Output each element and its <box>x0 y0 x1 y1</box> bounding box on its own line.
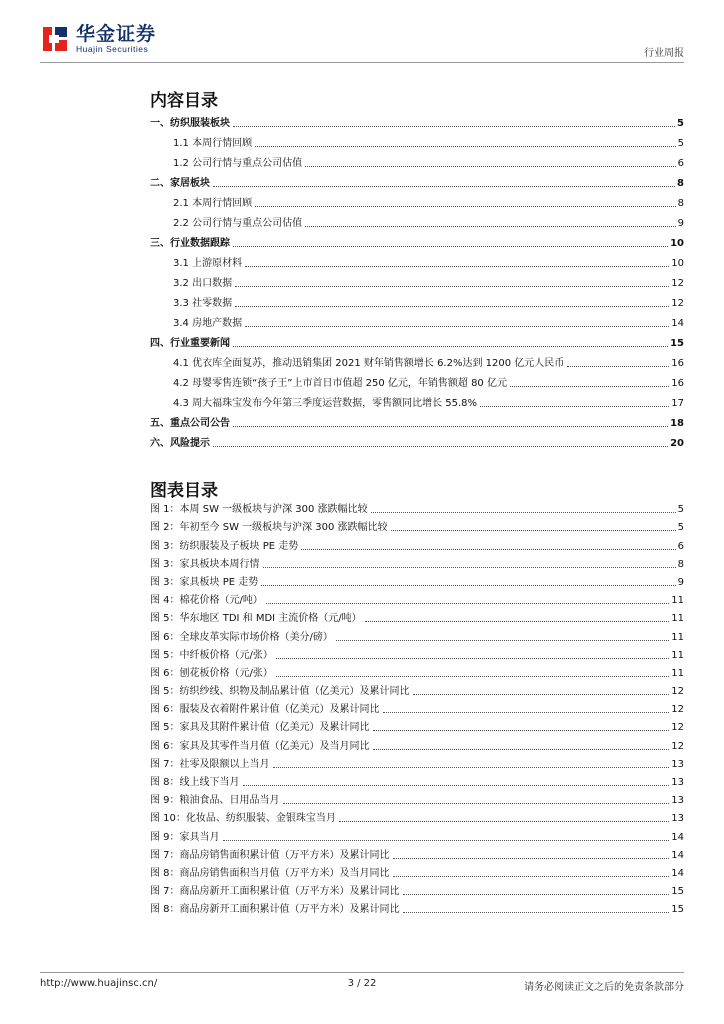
toc-entry-page-number: 16 <box>671 358 684 369</box>
dot-leader <box>480 406 669 407</box>
huajin-logo-icon <box>40 24 70 54</box>
figure-entry-title: 图 3：家具板块本周行情 <box>150 558 260 570</box>
toc-entry-page-number: 10 <box>670 238 684 249</box>
figure-entry-page-number: 11 <box>671 631 684 643</box>
figure-entry-page-number: 9 <box>677 576 684 588</box>
figure-entry-page-number: 11 <box>671 667 684 679</box>
toc-entry-page-number: 5 <box>677 118 684 129</box>
figure-entry-title: 图 10：化妆品、纺织服装、金银珠宝当月 <box>150 813 336 825</box>
dot-leader <box>213 446 668 447</box>
figures-heading: 图表目录 <box>150 481 218 501</box>
dot-leader <box>371 512 676 513</box>
dot-leader <box>276 676 669 677</box>
figure-entry-page-number: 14 <box>671 867 684 879</box>
figure-entry-page-number: 11 <box>671 649 684 661</box>
figure-entry-title: 图 7：商品房销售面积累计值（万平方米）及累计同比 <box>150 849 390 861</box>
toc-entry-title: 1.2 公司行情与重点公司估值 <box>173 158 303 169</box>
toc-entry[interactable] <box>150 350 684 370</box>
toc-entry-title: 4.2 母婴零售连锁“孩子王”上市首日市值超 250 亿元，年销售额超 80 亿元 <box>173 378 507 389</box>
figure-entry-page-number: 15 <box>671 886 684 898</box>
toc-entry-title: 2.2 公司行情与重点公司估值 <box>173 218 303 229</box>
dot-leader <box>373 749 670 750</box>
figure-entry-page-number: 12 <box>671 740 684 752</box>
disclaimer-note: 请务必阅读正文之后的免责条款部分 <box>524 982 684 993</box>
toc-entry-title: 2.1 本周行情回顾 <box>173 198 253 209</box>
figure-entry-page-number: 11 <box>671 595 684 607</box>
toc-entry-page-number: 17 <box>671 398 684 409</box>
toc-entry-title: 六、风险提示 <box>150 438 210 449</box>
figure-entry-title: 图 3：家具板块 PE 走势 <box>150 576 259 588</box>
page-header <box>40 18 684 62</box>
figure-entry[interactable] <box>150 771 684 789</box>
figure-entry[interactable] <box>150 698 684 716</box>
figure-entry-page-number: 6 <box>677 540 684 552</box>
toc-entry-title: 3.3 社零数据 <box>173 298 233 309</box>
toc-entry[interactable] <box>150 130 684 150</box>
table-of-contents <box>150 110 684 450</box>
toc-entry-title: 四、行业重要新闻 <box>150 338 230 349</box>
toc-entry-page-number: 12 <box>671 278 684 289</box>
figure-entry-page-number: 12 <box>671 704 684 716</box>
figure-entry-title: 图 5：华东地区 TDI 和 MDI 主流价格（元/吨） <box>150 613 362 625</box>
figure-entry[interactable] <box>150 571 684 589</box>
dot-leader <box>245 266 669 267</box>
toc-entry-title: 4.3 周大福珠宝发布今年第三季度运营数据，零售额同比增长 55.8% <box>173 398 478 409</box>
toc-entry-title: 3.2 出口数据 <box>173 278 233 289</box>
toc-entry-page-number: 8 <box>677 198 684 209</box>
toc-entry-page-number: 9 <box>677 218 684 229</box>
toc-entry[interactable] <box>150 310 684 330</box>
dot-leader <box>273 767 670 768</box>
dot-leader <box>393 876 670 877</box>
toc-entry-title: 五、重点公司公告 <box>150 418 230 429</box>
dot-leader <box>233 126 675 127</box>
figure-entry[interactable] <box>150 716 684 734</box>
dot-leader <box>403 912 670 913</box>
toc-entry-page-number: 10 <box>671 258 684 269</box>
figure-entry[interactable] <box>150 862 684 880</box>
dot-leader <box>373 730 670 731</box>
figure-list <box>150 498 684 916</box>
figure-entry-title: 图 9：家具当月 <box>150 831 220 843</box>
figure-entry-page-number: 13 <box>671 795 684 807</box>
figure-entry-page-number: 14 <box>671 831 684 843</box>
dot-leader <box>266 603 669 604</box>
header-divider <box>40 62 684 63</box>
dot-leader <box>567 366 669 367</box>
toc-entry[interactable] <box>150 230 684 250</box>
figure-entry[interactable] <box>150 807 684 825</box>
company-logo <box>40 24 156 54</box>
dot-leader <box>383 712 670 713</box>
toc-entry-title: 1.1 本周行情回顾 <box>173 138 253 149</box>
figure-entry-title: 图 3：纺织服装及子板块 PE 走势 <box>150 540 299 552</box>
dot-leader <box>336 640 669 641</box>
dot-leader <box>255 206 676 207</box>
dot-leader <box>305 166 676 167</box>
toc-entry-page-number: 18 <box>670 418 684 429</box>
figure-entry-page-number: 12 <box>671 722 684 734</box>
report-type-label: 行业周报 <box>644 48 684 59</box>
figure-entry-title: 图 8：商品房新开工面积累计值（万平方米）及累计同比 <box>150 904 400 916</box>
dot-leader <box>223 840 670 841</box>
page-number: 3 / 22 <box>347 978 377 989</box>
dot-leader <box>283 803 670 804</box>
figure-entry[interactable] <box>150 625 684 643</box>
figure-entry-page-number: 5 <box>677 504 684 516</box>
figure-entry-title: 图 4：棉花价格（元/吨） <box>150 595 263 607</box>
figure-entry-title: 图 7：社零及限额以上当月 <box>150 758 270 770</box>
figure-entry[interactable] <box>150 516 684 534</box>
toc-entry-title: 3.1 上游原材料 <box>173 258 243 269</box>
figure-entry-title: 图 8：线上线下当月 <box>150 777 240 788</box>
toc-entry-title: 4.1 优衣库全面复苏，推动迅销集团 2021 财年销售额增长 6.2%达到 1200 亿元人民币 <box>173 358 565 369</box>
toc-entry-page-number: 8 <box>677 178 684 189</box>
figure-entry[interactable] <box>150 753 684 771</box>
toc-entry-page-number: 6 <box>677 158 684 169</box>
toc-entry-page-number: 16 <box>671 378 684 389</box>
footer-divider <box>40 972 684 973</box>
figure-entry[interactable] <box>150 498 684 516</box>
toc-entry-title: 一、纺织服装板块 <box>150 118 230 129</box>
dot-leader <box>339 821 669 822</box>
dot-leader <box>261 585 675 586</box>
dot-leader <box>403 894 670 895</box>
toc-entry-page-number: 14 <box>671 318 684 329</box>
figure-entry-title: 图 6：服装及衣着附件累计值（亿美元）及累计同比 <box>150 704 380 716</box>
figure-entry[interactable] <box>150 734 684 752</box>
figure-entry-title: 图 8：商品房销售面积当月值（万平方米）及当月同比 <box>150 867 390 879</box>
figure-entry-title: 图 7：商品房新开工面积累计值（万平方米）及累计同比 <box>150 886 400 898</box>
dot-leader <box>233 426 668 427</box>
logo-english-name: Huajin Securities <box>76 44 149 54</box>
figure-entry[interactable] <box>150 589 684 607</box>
dot-leader <box>243 785 670 786</box>
figure-entry-title: 图 2：年初至今 SW 一级板块与沪深 300 涨跌幅比较 <box>150 522 388 534</box>
figure-entry-page-number: 8 <box>677 558 684 570</box>
toc-entry[interactable] <box>150 190 684 210</box>
figure-entry-page-number: 15 <box>671 904 684 916</box>
figure-entry[interactable] <box>150 607 684 625</box>
toc-entry[interactable] <box>150 330 684 350</box>
toc-entry[interactable] <box>150 410 684 430</box>
figure-entry-page-number: 5 <box>677 522 684 534</box>
figure-entry-page-number: 13 <box>671 777 684 788</box>
toc-entry[interactable] <box>150 370 684 390</box>
figure-entry[interactable] <box>150 898 684 916</box>
figure-entry-page-number: 13 <box>671 758 684 770</box>
toc-entry[interactable] <box>150 110 684 130</box>
dot-leader <box>305 226 676 227</box>
figure-entry-page-number: 14 <box>671 849 684 861</box>
figure-entry-page-number: 13 <box>671 813 684 825</box>
figure-entry-title: 图 1：本周 SW 一级板块与沪深 300 涨跌幅比较 <box>150 504 368 516</box>
toc-entry-title: 二、家居板块 <box>150 178 210 189</box>
figure-entry[interactable] <box>150 844 684 862</box>
figure-entry-title: 图 5：纺织纱线、织物及制品累计值（亿美元）及累计同比 <box>150 686 410 698</box>
figure-entry-title: 图 6：全球皮革实际市场价格（美分/磅） <box>150 631 333 643</box>
figure-entry[interactable] <box>150 644 684 662</box>
dot-leader <box>365 621 670 622</box>
dot-leader <box>235 286 669 287</box>
toc-entry[interactable] <box>150 250 684 270</box>
dot-leader <box>510 386 669 387</box>
toc-entry[interactable] <box>150 150 684 170</box>
toc-entry-title: 三、行业数据跟踪 <box>150 238 230 249</box>
figure-entry-page-number: 11 <box>671 613 684 625</box>
dot-leader <box>233 346 668 347</box>
figure-entry-title: 图 5：家具及其附件累计值（亿美元）及累计同比 <box>150 722 370 734</box>
dot-leader <box>255 146 676 147</box>
figure-entry[interactable] <box>150 789 684 807</box>
figure-entry[interactable] <box>150 662 684 680</box>
dot-leader <box>213 186 675 187</box>
figure-entry-page-number: 12 <box>671 686 684 698</box>
logo-chinese-name: 华金证券 <box>76 23 157 45</box>
figure-entry[interactable] <box>150 534 684 552</box>
figure-entry[interactable] <box>150 880 684 898</box>
figure-entry[interactable] <box>150 825 684 843</box>
dot-leader <box>276 658 669 659</box>
dot-leader <box>413 694 670 695</box>
figure-entry-title: 图 6：刨花板价格（元/张） <box>150 667 273 679</box>
footer-url-link[interactable]: http://www.huajinsc.cn/ <box>40 978 158 989</box>
toc-entry-page-number: 5 <box>677 138 684 149</box>
toc-heading: 内容目录 <box>150 91 218 111</box>
dot-leader <box>301 549 675 550</box>
toc-entry-title: 3.4 房地产数据 <box>173 318 243 329</box>
dot-leader <box>245 326 669 327</box>
toc-entry[interactable] <box>150 210 684 230</box>
dot-leader <box>233 246 668 247</box>
toc-entry-page-number: 15 <box>670 338 684 349</box>
toc-entry[interactable] <box>150 290 684 310</box>
figure-entry-title: 图 9：粮油食品、日用品当月 <box>150 795 280 807</box>
toc-entry-page-number: 20 <box>670 438 684 449</box>
dot-leader <box>391 530 676 531</box>
toc-entry-page-number: 12 <box>671 298 684 309</box>
toc-entry[interactable] <box>150 430 684 450</box>
toc-entry[interactable] <box>150 170 684 190</box>
dot-leader <box>393 858 670 859</box>
figure-entry-title: 图 5：中纤板价格（元/张） <box>150 649 273 661</box>
toc-entry[interactable] <box>150 390 684 410</box>
dot-leader <box>263 567 676 568</box>
figure-entry[interactable] <box>150 680 684 698</box>
dot-leader <box>235 306 669 307</box>
figure-entry-title: 图 6：家具及其零件当月值（亿美元）及当月同比 <box>150 740 370 752</box>
figure-entry[interactable] <box>150 553 684 571</box>
toc-entry[interactable] <box>150 270 684 290</box>
